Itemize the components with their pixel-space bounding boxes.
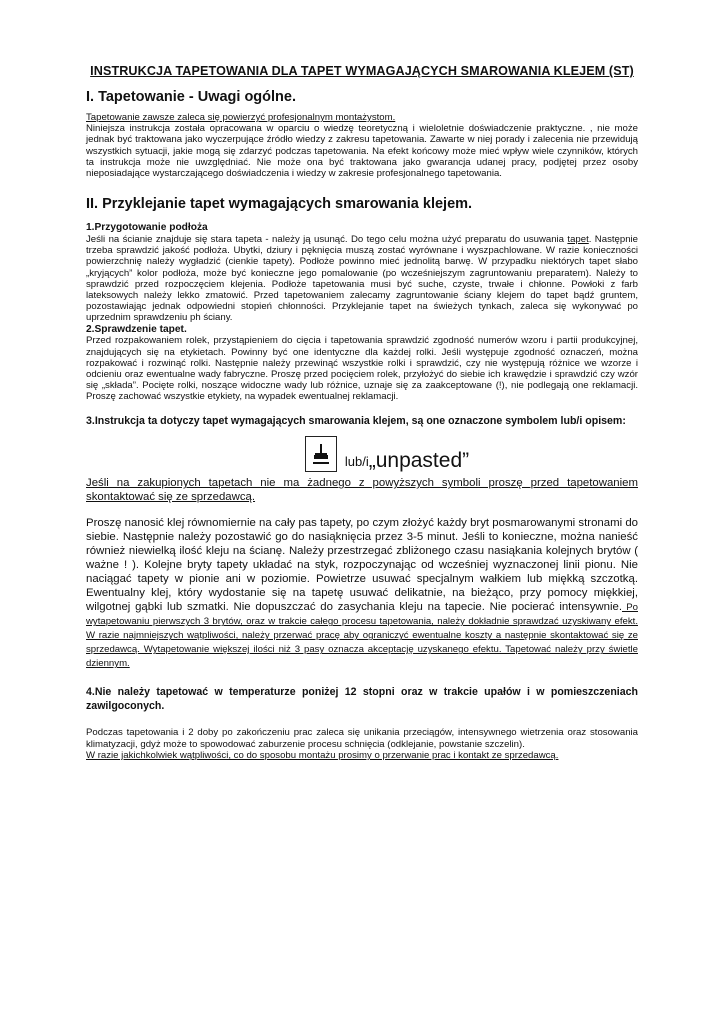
subsection-1-body-underlined: tapet [567,234,589,246]
symbol-or-label: lub/i [344,454,369,470]
subsection-1-body [86,234,638,324]
subsection-2-heading: 2.Sprawdzenie tapet. [86,323,187,335]
subsection-4-heading: 4.Nie należy tapetować w temperaturze poniżej 12 stopni oraz w trakcie upałów i w pomieszczeniach zawilgoconych. [86,686,638,712]
section-1-body: Niniejsza instrukcja została opracowana w oparciu o wiedzę teoretyczną i wieloletnie doświadczenie praktyczne. , nie może jednak być traktowana jako wyczerpujące źródło wiedzy z zakresu tapetowania. Zawarte w niej porady i zalecenia nie przewidują wszystkich sytuacji, jakie mogą się zdarzyć podczas tapetowania. Na efekt końcowy może mieć wpływ wiele czynników, których ta instrukcja może nie uwzględniać. Nie może ona być traktowana jako gwarancja udanej pracy, podjętej przez osoby nieposiadające wystarczającego doświadczenia i wiedzy w zakresie profesjonalnego tapetowania. [86,123,638,180]
subsection-3-body [86,516,638,670]
document-title: INSTRUKCJA TAPETOWANIA DLA TAPET WYMAGAJĄCYCH SMAROWANIA KLEJEM (ST) [90,64,634,78]
section-1-intro: Tapetowanie zawsze zaleca się powierzyć profesjonalnym montażystom. [86,112,396,123]
unpasted-label: „unpasted” [368,449,470,473]
section-1-heading: I. Tapetowanie - Uwagi ogólne. [86,89,296,105]
subsection-1-heading: 1.Przygotowanie podłoża [86,222,208,234]
section-2-heading: II. Przyklejanie tapet wymagających smarowania klejem. [86,196,473,213]
subsection-4-underlined: W razie jakichkolwiek wątpliwości, co do sposobu montażu prosimy o przerwanie prac i kontakt ze sprzedawcą. [86,749,559,761]
paste-symbol-row [136,432,638,472]
subsection-3-heading: 3.Instrukcja ta dotyczy tapet wymagających smarowania klejem, są one oznaczone symbolem lub/i opisem: [86,414,626,427]
subsection-3-body-underlined: Po wytapetowaniu pierwszych 3 brytów, oraz w trakcie całego procesu tapetowania, należy dokładnie sprawdzać uzyskiwany efekt. W razie najmniejszych wątpliwości, należy przerwać pracę aby ograniczyć ewentualne koszty a następnie skontaktować się ze sprzedawcą. Wytapetowanie większej ilości niż 3 pasy oznacza akceptację uzyskanego efektu. Tapetować należy przy świetle dziennym. [86,602,638,670]
subsection-3-warning: Jeśli na zakupionych tapetach nie ma żadnego z powyższych symboli proszę przed tapetowaniem skontaktować się ze sprzedawcą. [86,477,638,504]
subsection-2-body: Przed rozpakowaniem rolek, przystąpieniem do cięcia i tapetowania sprawdzić zgodność numerów wzoru i partii produkcyjnej, znajdujących się na etykietach. Powinny być one identyczne dla każdej rolki. Jeśli występuje zgodność oznaczeń, można rozpakować i rozwinąć rolki. Następnie należy przewinąć wszystkie rolki i sprawdzić, czy nie występują różnice we wzorze i odcieniu oraz ewentualne wady fabryczne. Proszę przed pocięciem rolek, przyłożyć do siebie ich krawędzie i sprawdzić czy wzór się „składa”. Pocięte rolki, noszące widoczne wady lub różnice, uznaje się za zaakceptowane (!), nie podlegają one reklamacji. Proszę zachować wszystkie etykiety, na wypadek ewentualnej reklamacji. [86,335,638,403]
subsection-4-body: Podczas tapetowania i 2 doby po zakończeniu prac zaleca się unikania przeciągów, intensywnego wietrzenia oraz stosowania klimatyzacji, gdyż może to spowodować zaburzenie procesu schnięcia (odklejanie, powstanie szczelin). [86,727,638,750]
subsection-3-body-text: Proszę nanosić klej równomiernie na cały pas tapety, po czym złożyć każdy bryt posmarowanymi stronami do siebie. Następnie należy pozostawić go do nasiąknięcia przez 3-5 minut. Jeśli to konieczne, można nanieść również niewielką ilość kleju na ścianę. Należy przestrzegać zbliżonego czasu nasiąkania kolejnych brytów ( ważne ! ). Kolejne bryty tapety układać na styk, rozpoczynając od wcześniej wyznaczonej linii pionu. Nie naciągać tapety w pionie ani w poziomie. Powietrze usuwać specjalnym wałkiem lub miękką szczotką. Ewentualny klej, który wydostanie się na tapetę usuwać delikatnie, na bieżąco, przy pomocy miękkiej, wilgotnej gąbki lub szmatki. Nie dopuszczać do zasychania kleju na tapecie. Nie pocierać intensywnie. [86,517,638,614]
subsection-1-body-part-b: . Następnie trzeba sprawdzić jakość podłoża. Ubytki, dziury i pęknięcia muszą zostać wyrównane i wyszpachlowane. W razie konieczności powierzchnię należy wygładzić (cienkie tapety). Podłoże powinno mieć jednolitą barwę. W przypadku niektórych tapet słabo „kryjących” kolor podłoża, może być konieczne jego pomalowanie (po wcześniejszym zagruntowaniu preparatem). Należy to sprawdzić przed rozpoczęciem klejenia. Podłoże tapetowania musi być suche, czyste, trwałe i chłonne. Powłoki z farb lateksowych należy lekko zmatowić. Przed tapetowaniem zalecamy zagruntowanie ściany klejem do tapet bądź gruntem, pozostawiając jednak odpowiedni stopień chłonności. Przyklejanie tapet na świeżych tynkach, zaleca się wykonywać po uprzednim sprawdzeniu ph ściany. [86,234,639,324]
paste-the-wall-brush-icon [305,436,337,472]
subsection-1-body-part-a: Jeśli na ścianie znajduje się stara tapeta - należy ją usunąć. Do tego celu można użyć preparatu do usuwania [86,234,568,246]
